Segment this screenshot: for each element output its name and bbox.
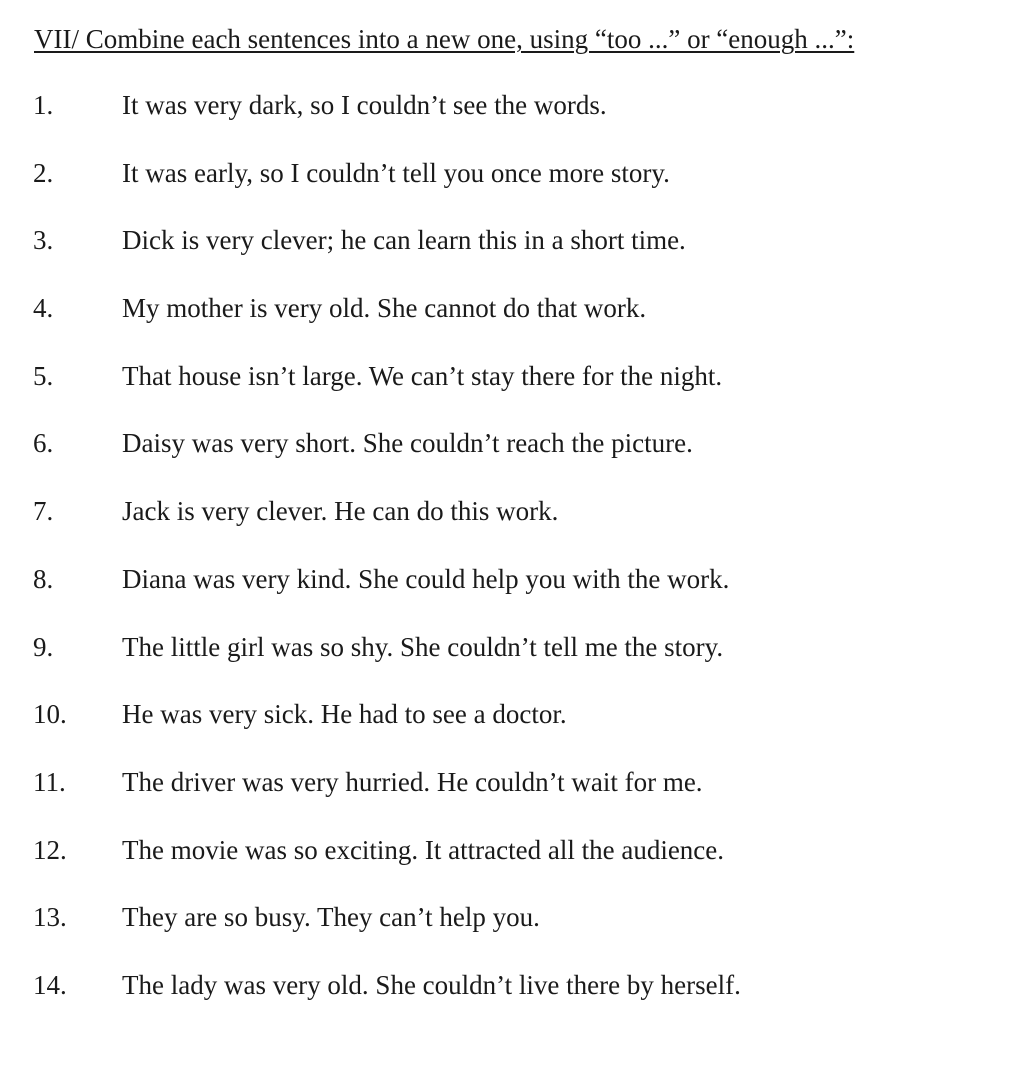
item-number: 1. [33, 90, 54, 120]
item-sentence: Jack is very clever. He can do this work. [122, 496, 559, 527]
item-number: 14. [33, 969, 67, 1000]
list-item [0, 88, 1024, 156]
item-number: 10. [33, 699, 67, 730]
item-sentence: The lady was very old. She couldn’t live there by herself. [122, 969, 741, 1000]
item-number: 4. [33, 293, 54, 324]
list-item [0, 359, 1024, 427]
item-sentence: The driver was very hurried. He couldn’t wait for me. [122, 766, 703, 797]
item-number: 11. [33, 766, 66, 797]
item-number: 2. [33, 157, 54, 188]
item-sentence: They are so busy. They can’t help you. [122, 902, 540, 933]
list-item [0, 900, 1024, 968]
list-item [0, 833, 1024, 901]
item-number: 5. [33, 360, 54, 391]
exercise-list [0, 88, 1024, 1036]
item-sentence: Dick is very clever; he can learn this in a short time. [122, 225, 686, 256]
item-number: 12. [33, 834, 67, 865]
item-sentence: It was early, so I couldn’t tell you once more story. [122, 157, 670, 188]
item-sentence: That house isn’t large. We can’t stay there for the night. [122, 360, 723, 391]
list-item [0, 630, 1024, 698]
item-number: 8. [33, 563, 54, 594]
item-sentence: He was very sick. He had to see a doctor. [122, 699, 567, 730]
item-sentence: Daisy was very short. She couldn’t reach the picture. [122, 428, 693, 459]
item-sentence: My mother is very old. She cannot do that work. [122, 293, 647, 324]
list-item [0, 968, 1024, 1036]
item-sentence: The little girl was so shy. She couldn’t tell me the story. [122, 631, 724, 662]
list-item [0, 765, 1024, 833]
item-sentence: Diana was very kind. She could help you with the work. [122, 563, 730, 594]
list-item [0, 562, 1024, 630]
list-item [0, 697, 1024, 765]
item-sentence: The movie was so exciting. It attracted all the audience. [122, 834, 725, 865]
exercise-heading: VII/ Combine each sentences into a new one, using “too ...” or “enough ...”: [34, 24, 855, 54]
list-item [0, 426, 1024, 494]
item-number: 3. [33, 225, 54, 256]
item-number: 9. [33, 631, 54, 662]
list-item [0, 223, 1024, 291]
item-number: 6. [33, 428, 54, 459]
item-sentence: It was very dark, so I couldn’t see the words. [122, 90, 607, 120]
list-item [0, 494, 1024, 562]
list-item [0, 291, 1024, 359]
list-item [0, 156, 1024, 224]
item-number: 7. [33, 496, 54, 527]
item-number: 13. [33, 902, 67, 933]
